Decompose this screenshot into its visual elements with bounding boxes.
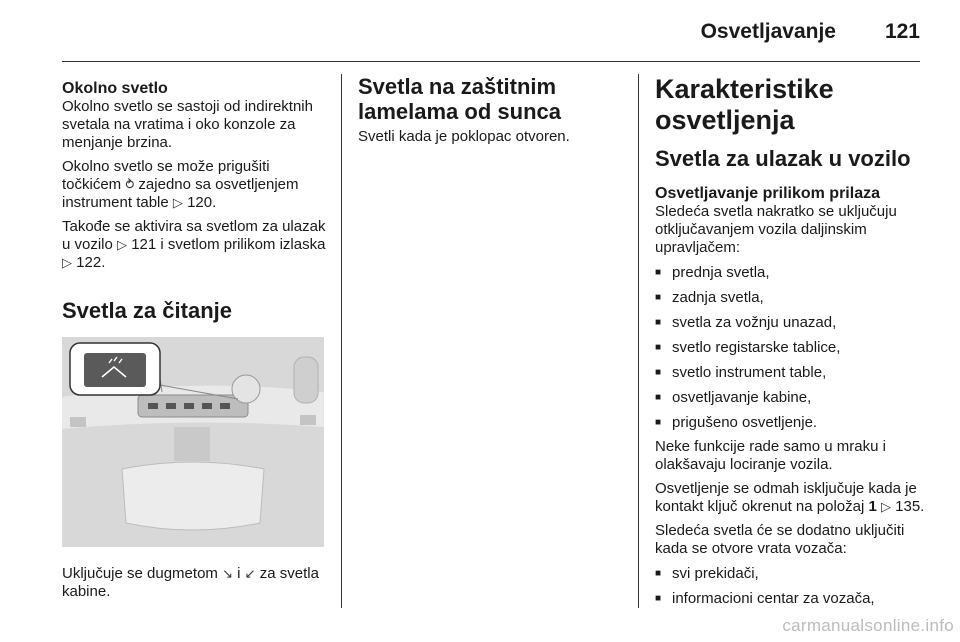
column-1 bbox=[62, 66, 328, 642]
entry-lighting-heading: Svetla za ulazak u vozilo bbox=[655, 146, 911, 171]
approach-lights-list bbox=[655, 264, 930, 432]
approach-para-3 bbox=[655, 480, 930, 516]
list-item: ■ prednja svetla, bbox=[655, 264, 930, 282]
list-item: ■ prigušeno osvetljenje. bbox=[655, 414, 930, 432]
reading-lights-figure bbox=[62, 337, 324, 547]
list-item: ■ svetlo registarske tablice, bbox=[655, 339, 930, 357]
list-item: ■ svi prekidači, bbox=[655, 565, 930, 583]
reading-light-left-icon: ↘ bbox=[222, 566, 233, 581]
arrow-icon: ▷ bbox=[172, 195, 183, 210]
list-item: ■ svetlo instrument table, bbox=[655, 364, 930, 382]
text-span: Osvetljenje se odmah isključuje kada je kontakt ključ okrenut na položaj bbox=[655, 480, 917, 515]
ambient-light-heading: Okolno svetlo bbox=[62, 80, 168, 97]
approach-para-2: Neke funkcije rade samo u mraku i olakšavaju lociranje vozila. bbox=[655, 438, 886, 473]
page-reference[interactable]: 121 i svetlom prilikom izlaska bbox=[131, 236, 326, 253]
watermark: carmanualsonline.info bbox=[782, 616, 954, 635]
approach-para-1: Sledeća svetla nakratko se uključuju otključavanjem vozila daljinskim upravljačem: bbox=[655, 203, 897, 256]
list-item: ■ zadnja svetla, bbox=[655, 289, 930, 307]
dimmer-wheel-icon: ⥁ bbox=[125, 177, 135, 192]
arrow-icon: ▷ bbox=[117, 237, 128, 252]
page-reference[interactable]: 135. bbox=[895, 498, 925, 515]
page-reference[interactable]: 122. bbox=[76, 254, 106, 271]
driver-door-lights-list bbox=[655, 565, 930, 608]
reading-lights-heading: Svetla za čitanje bbox=[62, 298, 232, 323]
arrow-icon: ▷ bbox=[62, 255, 72, 270]
list-item: ■ osvetljavanje kabine, bbox=[655, 389, 930, 407]
column-2 bbox=[358, 66, 628, 642]
approach-para-4: Sledeća svetla će se dodatno uključiti kada se otvore vrata vozača: bbox=[655, 522, 905, 557]
list-item: ■ svetla za vožnju unazad, bbox=[655, 314, 930, 332]
reading-light-right-icon: ↙ bbox=[244, 566, 256, 581]
chapter-title: Osvetljavanje bbox=[700, 20, 836, 43]
arrow-icon: ▷ bbox=[880, 499, 891, 514]
page-reference[interactable]: 120. bbox=[187, 194, 217, 211]
text-span: zajedno sa osvetljenjem instrument table bbox=[62, 176, 299, 211]
column-3 bbox=[655, 66, 930, 642]
text-span: Uključuje se dugmetom bbox=[62, 565, 218, 582]
sun-visor-lights-heading: Svetla na zaštitnim lamelama od sunca bbox=[358, 74, 561, 124]
list-item: ■ informacioni centar za vozača, bbox=[655, 590, 930, 608]
approach-lighting-heading: Osvetljavanje prilikom prilaza bbox=[655, 185, 880, 202]
ambient-light-para-2 bbox=[62, 158, 328, 212]
column-divider bbox=[638, 74, 639, 608]
page-header bbox=[62, 0, 920, 62]
text-span: i bbox=[237, 565, 241, 582]
overhead-console-illustration bbox=[62, 337, 324, 547]
text-span: Okolno svetlo se može prigušiti točkićem bbox=[62, 158, 270, 193]
ambient-light-para-1: Okolno svetlo se sastoji od indirektnih svetala na vratima i oko konzole za menjanje brzina. bbox=[62, 98, 313, 151]
column-divider bbox=[341, 74, 342, 608]
ambient-light-para-3 bbox=[62, 218, 328, 272]
sun-visor-lights-para: Svetli kada je poklopac otvoren. bbox=[358, 128, 570, 145]
page-number: 121 bbox=[884, 20, 920, 43]
reading-lights-caption bbox=[62, 565, 328, 601]
text-span: za svetla kabine. bbox=[62, 565, 319, 600]
ignition-position: 1 bbox=[868, 498, 877, 515]
text-span: Takođe se aktivira sa svetlom za ulazak u vozilo bbox=[62, 218, 326, 253]
lighting-features-heading: Karakteristike osvetljenja bbox=[655, 74, 834, 135]
